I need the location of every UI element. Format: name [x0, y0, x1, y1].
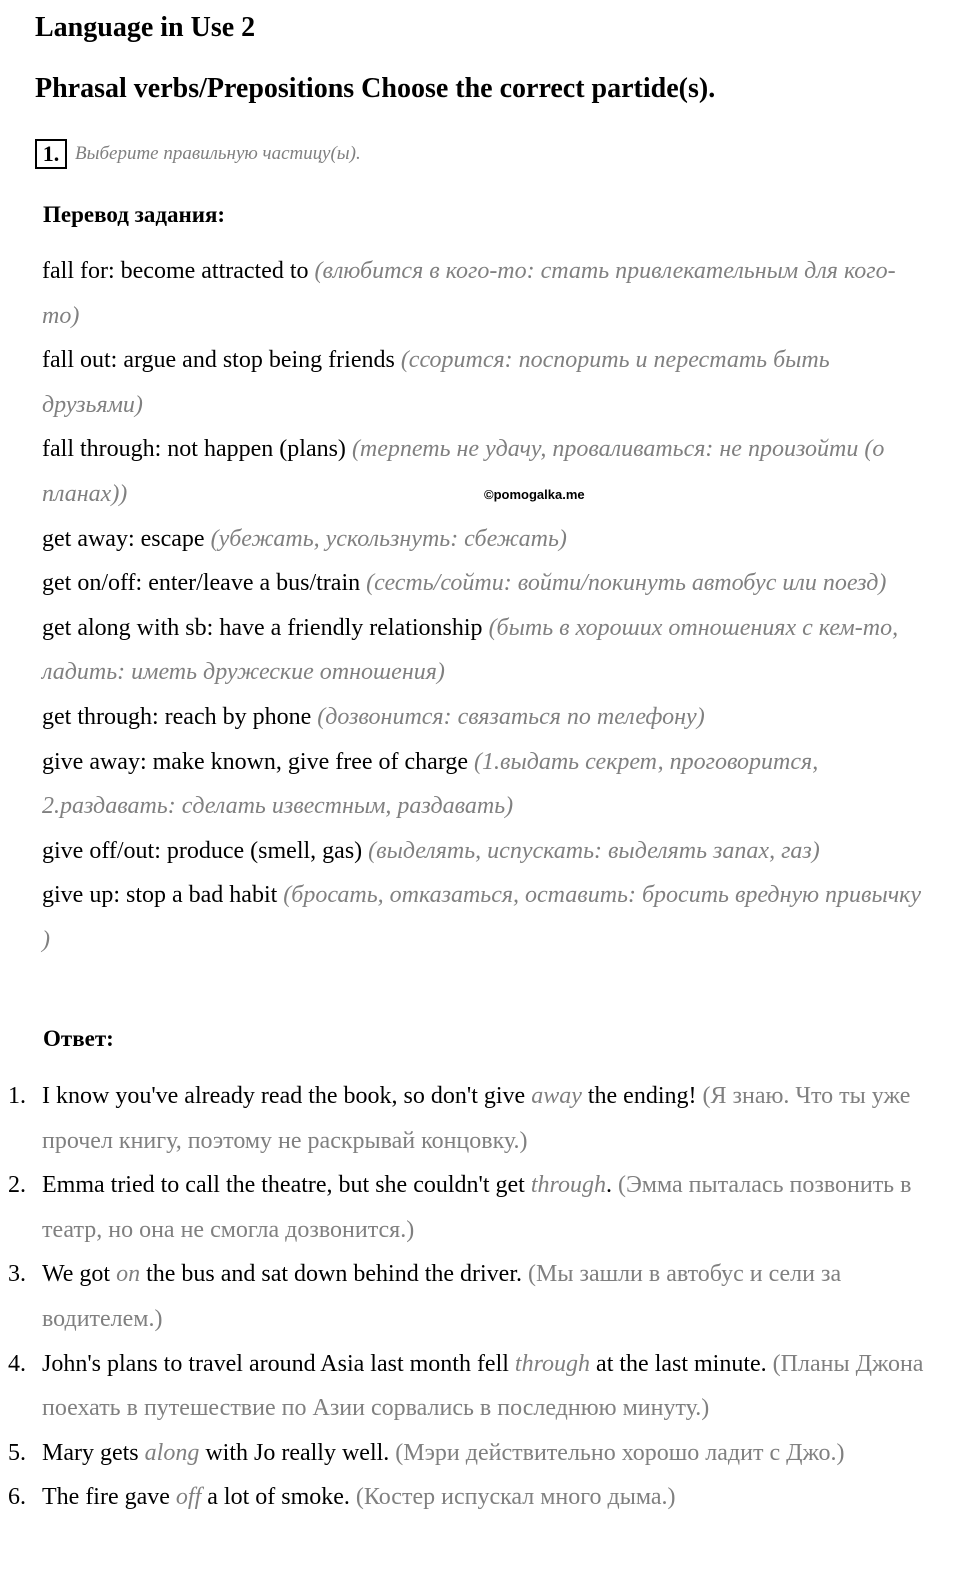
glossary-en: give away: make known, give free of charge: [42, 748, 469, 775]
glossary-ru: (ссорится: поспорить и перестать быть друзьями): [42, 347, 830, 418]
task-number-badge: 1.: [35, 139, 67, 169]
sentence-start: We got: [42, 1261, 117, 1288]
answer-translation: (Я знаю. Что ты уже прочел книгу, поэтому не раскрывай концовку.): [42, 1083, 911, 1154]
answer-heading: Ответ:: [43, 1026, 114, 1051]
glossary-en: give off/out: produce (smell, gas): [42, 837, 363, 864]
glossary-en: get through: reach by phone: [42, 703, 312, 730]
page-title: Language in Use 2: [35, 12, 256, 43]
answer-number: 5.: [8, 1439, 26, 1466]
glossary-item: [42, 561, 932, 606]
glossary-ru: (выделять, испускать: выделять запах, газ): [368, 837, 820, 864]
sentence-end: with Jo really well.: [199, 1439, 396, 1466]
glossary-item: [42, 695, 932, 740]
glossary-ru: (терпеть не удачу, проваливаться: не произойти (о планах)): [42, 436, 885, 507]
glossary-ru: (бросать, отказаться, оставить: бросить вредную привычку ): [42, 882, 922, 953]
sentence-start: Mary gets: [42, 1439, 145, 1466]
answer-number: 1.: [8, 1083, 26, 1109]
sentence-end: the bus and sat down behind the driver.: [140, 1261, 528, 1288]
glossary-ru: (убежать, ускользнуть: сбежать): [210, 525, 567, 552]
glossary-ru: (дозвонится: связаться по телефону): [317, 703, 705, 730]
glossary-ru: (1.выдать секрет, проговорится, 2.раздавать: сделать известным, раздавать): [42, 748, 819, 820]
glossary-ru: (сесть/сойти: войти/покинуть автобус или поезд): [366, 570, 887, 597]
glossary-en: give up: stop a bad habit: [42, 882, 278, 909]
answer-translation: (Мы зашли в автобус и сели за водителем.): [42, 1261, 842, 1332]
answer-translation: (Планы Джона поехать в путешествие по Азии сорвались в последнюю минуту.): [42, 1350, 924, 1422]
answer-number: 2.: [8, 1172, 26, 1199]
sentence-start: Emma tried to call the theatre, but she couldn't get: [42, 1172, 531, 1199]
answer-particle: on: [116, 1261, 141, 1288]
glossary-list: [42, 249, 932, 963]
answer-particle: through: [530, 1172, 606, 1199]
page-subtitle: Phrasal verbs/Prepositions Choose the correct partide(s).: [35, 73, 716, 104]
watermark: ©pomogalka.me: [484, 487, 585, 502]
answer-item: [0, 1475, 940, 1520]
answer-item: [0, 1163, 940, 1252]
glossary-item: [42, 517, 932, 562]
translation-heading: Перевод задания:: [43, 202, 226, 227]
answer-item: [0, 1252, 940, 1341]
answer-number: 6.: [8, 1484, 26, 1511]
glossary-item: [42, 338, 932, 427]
glossary-en: get away: escape: [42, 525, 205, 552]
glossary-item: [42, 249, 932, 338]
glossary-item: [42, 829, 932, 874]
answer-particle: through: [514, 1350, 591, 1377]
task-instruction: Выберите правильную частицу(ы).: [75, 143, 361, 164]
sentence-end: at the last minute.: [590, 1350, 773, 1377]
answer-translation: (Эмма пыталась позвонить в театр, но она не смогла дозвонится.): [42, 1172, 912, 1243]
glossary-en: fall through: not happen (plans): [42, 436, 346, 463]
glossary-ru: (влюбится в кого-то: стать привлекательным для кого-то): [42, 258, 896, 329]
glossary-en: get along with sb: have a friendly relationship: [42, 614, 483, 641]
answer-number: 4.: [8, 1350, 26, 1377]
sentence-start: The fire gave: [42, 1484, 176, 1511]
glossary-item: [42, 873, 932, 962]
sentence-start: John's plans to travel around Asia last month fell: [42, 1350, 515, 1377]
glossary-en: fall out: argue and stop being friends: [42, 347, 395, 374]
sentence-end: .: [605, 1172, 618, 1199]
task-header: [35, 139, 361, 169]
glossary-item: [42, 606, 932, 695]
glossary-ru: (быть в хороших отношениях с кем-то, ладить: иметь дружеские отношения): [42, 614, 899, 686]
answer-particle: along: [144, 1439, 200, 1466]
glossary-item: [42, 427, 932, 516]
glossary-en: fall for: become attracted to: [42, 258, 309, 284]
answer-particle: away: [531, 1083, 582, 1109]
answer-list: [0, 1074, 940, 1520]
answer-number: 3.: [8, 1261, 26, 1288]
answer-translation: (Мэри действительно хорошо ладит с Джо.): [395, 1439, 845, 1466]
sentence-end: the ending!: [581, 1083, 703, 1109]
sentence-start: I know you've already read the book, so don't give: [42, 1083, 532, 1109]
glossary-item: [42, 740, 932, 829]
glossary-en: get on/off: enter/leave a bus/train: [42, 570, 361, 597]
answer-item: [0, 1431, 940, 1476]
answer-translation: (Костер испускал много дыма.): [355, 1484, 676, 1511]
sentence-end: a lot of smoke.: [201, 1484, 356, 1511]
answer-item: [0, 1074, 940, 1163]
answer-particle: off: [175, 1484, 202, 1511]
answer-item: [0, 1342, 940, 1431]
